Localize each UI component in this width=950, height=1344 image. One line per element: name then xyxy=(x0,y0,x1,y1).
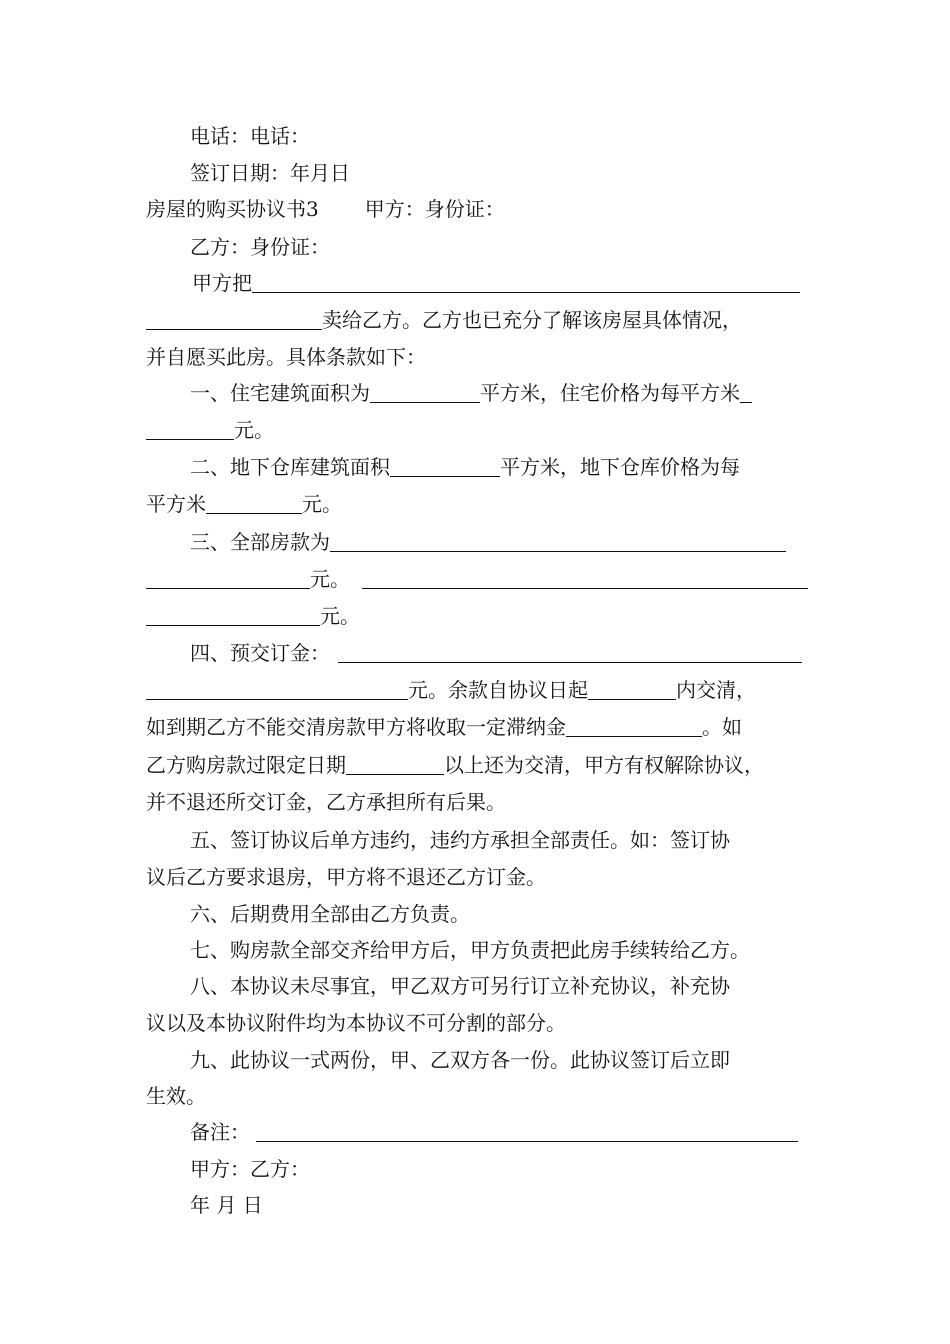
area-blank xyxy=(370,382,480,403)
clause-text: 平方米，住宅价格为每平方米 xyxy=(480,381,740,405)
clause-1-line-1 xyxy=(146,378,812,408)
clause-text: 元。余款自协议日起 xyxy=(408,678,588,702)
clause-text: 。如 xyxy=(702,715,742,739)
footer-date: 年 月 日 xyxy=(190,1193,263,1217)
clause-text: 元。 xyxy=(234,418,274,442)
clause-text: 乙方购房款过限定日期 xyxy=(146,753,346,777)
intro-text: 卖给乙方。乙方也已充分了解该房屋具体情况， xyxy=(322,308,742,332)
clause-4-line-1 xyxy=(146,638,812,668)
clause-7: 七、购房款全部交齐给甲方后，甲方负责把此房手续转给乙方。 xyxy=(190,938,750,962)
price-blank-cont xyxy=(146,419,234,440)
clause-text: 元。 xyxy=(302,492,342,516)
deadline-blank xyxy=(346,754,444,775)
clause-text: 四、预交订金： xyxy=(190,641,330,665)
balance-days-blank xyxy=(588,679,676,700)
clause-text: 平方米 xyxy=(146,492,206,516)
total-price-words-blank xyxy=(362,568,808,589)
deposit-blank-cont xyxy=(146,679,408,700)
intro-line-3: 并自愿买此房。具体条款如下： xyxy=(146,345,426,369)
clause-4-line-4 xyxy=(146,750,812,780)
clause-9-line-1: 九、此协议一式两份，甲、乙双方各一份。此协议签订后立即 xyxy=(190,1048,730,1072)
clause-4-line-2 xyxy=(146,675,812,705)
clause-text: 元。 xyxy=(320,604,360,628)
intro-line-1 xyxy=(146,268,812,298)
clause-4-line-5: 并不退还所交订金，乙方承担所有后果。 xyxy=(146,790,506,814)
clause-6: 六、后期费用全部由乙方负责。 xyxy=(190,902,470,926)
intro-line-2 xyxy=(146,305,812,335)
party-b-id: 乙方：身份证： xyxy=(190,235,330,259)
document-title: 房屋的购买协议书3 xyxy=(146,197,319,221)
clause-text: 以上还为交清，甲方有权解除协议， xyxy=(444,753,764,777)
party-a-id: 甲方：身份证： xyxy=(364,197,505,221)
clause-4-line-3 xyxy=(146,712,812,742)
clause-text: 元。 xyxy=(310,567,350,591)
clause-8-line-2: 议以及本协议附件均为本协议不可分割的部分。 xyxy=(146,1011,566,1035)
clause-text: 如到期乙方不能交清房款甲方将收取一定滞纳金 xyxy=(146,715,566,739)
clause-text: 三、全部房款为 xyxy=(190,530,330,554)
clause-text: 平方米，地下仓库价格为每 xyxy=(500,455,740,479)
clause-2-line-1 xyxy=(146,452,812,482)
remarks-line xyxy=(146,1117,812,1147)
clause-3-line-1 xyxy=(146,527,812,557)
signatures-line: 甲方：乙方： xyxy=(190,1157,310,1181)
total-price-blank xyxy=(330,531,786,552)
clause-text: 二、地下仓库建筑面积 xyxy=(190,455,390,479)
clause-5-line-1: 五、签订协议后单方违约，违约方承担全部责任。如：签订协 xyxy=(190,828,730,852)
total-price-blank-cont xyxy=(146,568,310,589)
clause-3-line-3 xyxy=(146,601,812,631)
storage-area-blank xyxy=(390,456,500,477)
intro-text: 甲方把 xyxy=(192,271,252,295)
clause-text: 内交清， xyxy=(676,678,756,702)
sign-date-line: 签订日期：年月日 xyxy=(190,161,350,185)
price-blank xyxy=(740,382,752,403)
clause-9-line-2: 生效。 xyxy=(146,1084,206,1108)
late-fee-blank xyxy=(566,716,702,737)
clause-2-line-2 xyxy=(146,489,812,519)
clause-text: 一、住宅建筑面积为 xyxy=(190,381,370,405)
title-line xyxy=(146,194,812,224)
remarks-label: 备注： xyxy=(190,1120,250,1144)
total-price-words-blank-cont xyxy=(146,605,320,626)
deposit-blank xyxy=(338,642,802,663)
remarks-blank xyxy=(256,1121,798,1142)
property-blank xyxy=(252,272,800,293)
clause-5-line-2: 议后乙方要求退房，甲方将不退还乙方订金。 xyxy=(146,865,546,889)
clause-8-line-1: 八、本协议未尽事宜，甲乙双方可另行订立补充协议，补充协 xyxy=(190,974,730,998)
clause-1-line-2 xyxy=(146,415,812,445)
clause-3-line-2 xyxy=(146,564,812,594)
contact-phone-line: 电话：电话： xyxy=(190,124,310,148)
property-blank-cont xyxy=(146,309,322,330)
storage-price-blank xyxy=(206,493,302,514)
